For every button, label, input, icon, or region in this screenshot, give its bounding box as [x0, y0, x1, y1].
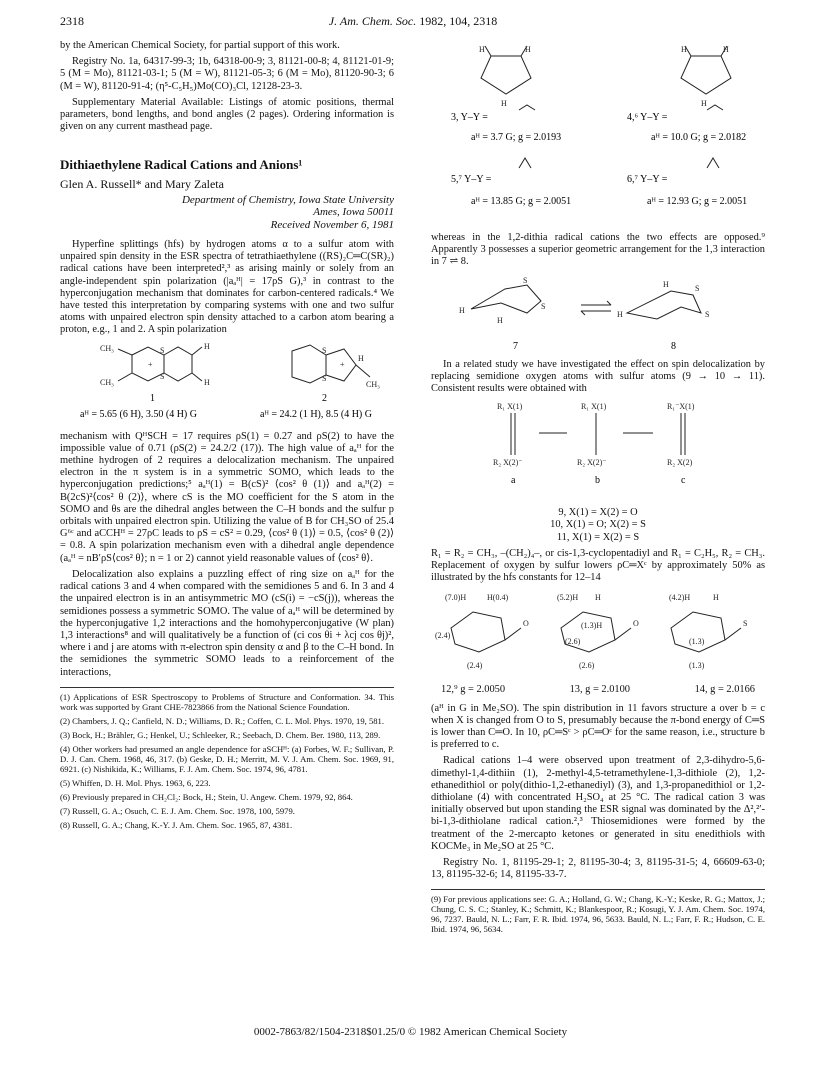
registry-numbers: Registry No. 1a, 64317-99-3; 1b, 64318-00-9; 3, 81121-00-8; 4, 81121-01-9; 5 (M = Mo), 81121-03-1; 5 (M = W), 81121-05-3; 6 (M = Mo), 81120-90-3; 6 (M = W), 81120-91-4; (η⁵-C₅H₅)Mo(CO)₃Cl, 12128-23-3. [60, 56, 394, 92]
figure-radicals-1-2 [60, 341, 394, 427]
svg-text:H(0.4): H(0.4) [487, 593, 509, 603]
svg-text:R₂ X(2)⁻: R₂ X(2)⁻ [577, 458, 607, 468]
svg-text:O: O [523, 619, 529, 629]
footnote-8: (8) Russell, G. A.; Chang, K.-Y. J. Am. Chem. Soc. 1965, 87, 4381. [60, 819, 293, 830]
page-footer: 0002-7863/82/1504-2318$01.25/0 © 1982 American Chemical Society [253, 1026, 568, 1038]
label-a: a [511, 475, 516, 487]
compound-3-label: 3, Y–Y = [451, 112, 488, 123]
svg-text:S: S [705, 309, 710, 319]
body-paragraph-2: mechanism with QᴴSCH = 17 requires ρS(1) = 0.27 and ρS(2) to have the impossible value of 0.71 (ρS(2) = 24.2/2 (17)). The high value of aₐᴴ for the methine hydrogen of 2 requires a delocalization mechanism. The unpaired electron in the π system is in a symmetric SOMO, which leads to the hyperconjugation predictions;⁵ aₐᴴ(1) = B(cS)² ⟨cos² θ (1)⟩ and aₐᴴ(2) = B(2cS)²⟨cos² θ (2)⟩, where cS is the MO coefficient for the S atom in the SOMO and θs are the dihedral angles between the C–H bonds and the sulfur p orbitals with unpaired electron spin. Utilizing the value of B for CH₃SO of 25.4 G⁶ᶜ and aCCHᴴ = 27ρC leads to ρS = cS² = 0.29, ⟨cos² θ (1)⟩ = 0.5, ⟨cos² θ (2)⟩ = 0.8. A spin polarization mechanism even with a dihedral angle dependence (aₐᴴ = nB′ρS⟨cos² θ⟩; n = 1 or 2) cannot yield reasonable values of ⟨cos² θ⟩. [60, 430, 394, 564]
registry-numbers-2: Registry No. 1, 81195-29-1; 2, 81195-30-4; 3, 81195-31-5; 4, 66609-63-0; 13, 81195-32-6; 14, 81195-33-7. [431, 857, 765, 881]
caption-1: aᴴ = 5.65 (6 H), 3.50 (4 H) G [80, 408, 197, 420]
series-11: 11, X(1) = X(2) = S [556, 531, 640, 543]
svg-text:CH₃: CH₃ [100, 343, 114, 353]
svg-text:H: H [204, 377, 210, 387]
right-paragraph-5: Radical cations 1–4 were observed upon treatment of 2,3-dihydro-5,6-dimethyl-1,4-dithiin (1), 2-methyl-4,5-tetramethylene-1,3-dithiole (2), 1,2-ethanedithiol or poly(dithio-1,2-ethanediyl) (3), and 1,3-propanedithiol or 1,2-dithiolane (4) with concentrated H₂SO₄ at 25 °C. The radical cation 3 was initially observed but upon standing the ESR signal was dominated by the Δ²,²′-bi-1,3-dithiolane radical cation.²,³ Thiosemidiones were formed by the treatment of the 2-mercapto ketones or generated in situ enedithiols with KOCMe₃ in Me₂SO at 25 °C. [431, 755, 765, 852]
svg-text:(4.2)H: (4.2)H [669, 593, 691, 603]
g-value-14: 14, g = 2.0166 [694, 684, 755, 696]
body-paragraph-3: Delocalization also explains a puzzling effect of ring size on aₐᴴ for the radical cations 3 and 4 when compared with the semidiones 5 and 6. In 3 and 4 the unpaired electron is in an antisymmetric MO (cS(i) = −cS(j)), whereas the semidiones possess a symmetric SOMO. The value of aₐᴴ will be determined by the hyperconjugative 1,2 interactions and the homohyperconjugative (W plan) 1,3 interactions⁸ and will qualitatively be a function of (ci cos θi + λcj cos θj)², where i and j are atoms with π-electron spin density α and β to the C–H bond. In the semidiones the symmetric SOMO leads to a reinforcement of the interactions, [60, 568, 394, 678]
figure-resonance-abc [431, 399, 765, 503]
footnote-9: (9) For previous applications see: G. A.; Holland, G. W.; Chang, K.-Y.; Keske, R. G.; Mattox, J.; Chung, C. S. C.; Stanley, K.; Schmitt, K.; Blankespoor, R.; Kosugi, Y. J. Am. Chem. Soc. 1974, 96, 7237. Bauld, N. L.; Farr, F. R. Ibid. 1974, 96, 5633. Bauld, N. L.; Farr, F. R.; Hudson, C. E. Ibid. 1974, 96, 5634. [431, 894, 765, 935]
compound-6-data: aᴴ = 12.93 G; g = 2.0051 [647, 196, 748, 207]
compound-4-label: 4,⁶ Y–Y = [627, 112, 668, 123]
structures-12-14 [431, 588, 765, 680]
left-column [60, 40, 394, 834]
structures-7-8 [431, 273, 765, 355]
svg-text:R₁⁻X(1): R₁⁻X(1) [667, 402, 695, 412]
footnote-rule-right [431, 889, 765, 890]
svg-text:H: H [459, 305, 465, 315]
svg-text:R₂ X(2): R₂ X(2) [667, 458, 693, 468]
svg-text:S: S [160, 345, 165, 355]
svg-text:R₁ X(1): R₁ X(1) [497, 402, 523, 412]
label-7: 7 [513, 340, 518, 352]
right-paragraph-3: R₁ = R₂ = CH₃, –(CH₂)₄–, or cis-1,3-cyclopentadiyl and R₁ = C₂H₅, R₂ = CH₃. Replacement of oxygen by sulfur lowers ρC═Xᶜ by approximately 50% as illustrated by the hfs constants for 12–14 [431, 547, 765, 584]
received-date: Received November 6, 1981 [270, 218, 394, 231]
svg-text:(2.4): (2.4) [467, 661, 483, 671]
svg-text:+: + [148, 359, 153, 369]
journal-title [60, 14, 766, 29]
svg-text:H: H [204, 341, 210, 351]
svg-text:(7.0)H: (7.0)H [445, 593, 467, 603]
compound-3-data: aᴴ = 3.7 G; g = 2.0193 [471, 132, 562, 143]
svg-text:H: H [501, 99, 507, 108]
ack-text: by the American Chemical Society, for partial support of this work. [60, 40, 340, 51]
svg-text:S: S [743, 619, 748, 629]
g-values-row [431, 684, 765, 696]
svg-text:CH₃: CH₃ [100, 377, 114, 387]
affiliation-line2: Ames, Iowa 50011 [313, 206, 394, 219]
svg-text:(1.3): (1.3) [689, 637, 705, 647]
g-value-12: 12,⁹ g = 2.0050 [441, 684, 506, 696]
svg-text:H: H [663, 279, 669, 289]
body-paragraph-1: Hyperfine splittings (hfs) by hydrogen atoms α to a sulfur atom with unpaired spin density in the ESR spectra of tetrathiaethylene ((RS)₂C═C(SR)₂) radical cations have been interpreted²,³ as arising mainly or solely from an angle-independent spin polarization (|aₐᴴ| = 17ρS G),³ in contrast to the hyperconjugation mechanism that dominates for carbon-centered radicals.⁴ We have tested this interpretation by comparing systems with one and two sulfur atoms with unpaired electron spin density attached to a carbon atom bearing a proton, e.g., 1 and 2. A spin polarization [60, 239, 394, 336]
svg-text:S: S [322, 373, 327, 383]
label-2: 2 [322, 392, 327, 404]
svg-text:H: H [479, 45, 485, 54]
svg-text:H: H [681, 45, 687, 54]
figure-7-8 [431, 273, 765, 355]
svg-text:H: H [525, 45, 531, 54]
svg-text:H: H [595, 593, 601, 603]
figure-radicals-3-6 [431, 44, 765, 228]
structures-1-2 [60, 341, 394, 427]
svg-text:S: S [322, 345, 327, 355]
compound-5-data: aᴴ = 13.85 G; g = 2.0051 [471, 196, 572, 207]
svg-text:(1.3): (1.3) [689, 661, 705, 671]
svg-text:H: H [723, 45, 729, 54]
structures-3-6 [431, 44, 765, 228]
svg-text:S: S [695, 283, 700, 293]
compound-4-data: aᴴ = 10.0 G; g = 2.0182 [651, 132, 747, 143]
footnotes-right [431, 894, 765, 934]
svg-text:(1.3)H: (1.3)H [581, 621, 603, 631]
page-number: 2318 [60, 14, 84, 28]
svg-text:S: S [541, 301, 546, 311]
svg-text:H: H [713, 593, 719, 603]
footnote-rule [60, 687, 394, 688]
footnote-2: (2) Chambers, J. Q.; Canfield, N. D.; Williams, D. R.; Coffen, C. L. Mol. Phys. 1970, 19, 581. [60, 715, 384, 726]
svg-text:H: H [617, 309, 623, 319]
right-paragraph-2: In a related study we have investigated the effect on spin delocalization by replacing semidione oxygen atoms with sulfur atoms (9 → 10 → 11). Consistent results were obtained with [431, 358, 765, 395]
figure-12-14 [431, 588, 765, 680]
right-paragraph-1: whereas in the 1,2-dithia radical cations the two effects are opposed.⁹ Apparently 3 possesses a superior geometric arrangement for the 1,3 interaction in 7 ⇌ 8. [431, 232, 765, 268]
running-header [60, 14, 766, 36]
journal-name: J. Am. Chem. Soc. [328, 14, 417, 28]
svg-text:S: S [160, 371, 165, 381]
svg-text:R₁ X(1): R₁ X(1) [581, 402, 607, 412]
svg-text:+: + [340, 359, 345, 369]
footnote-1: (1) Applications of ESR Spectroscopy to Problems of Structure and Conformation. 34. This work was supported by Grant CHE-7823866 from the National Science Foundation. [60, 691, 394, 712]
authors: Glen A. Russell* and Mary Zaleta [60, 176, 224, 191]
svg-text:(5.2)H: (5.2)H [557, 593, 579, 603]
svg-text:CH₃: CH₃ [366, 379, 380, 389]
caption-2: aᴴ = 24.2 (1 H), 8.5 (4 H) G [260, 408, 372, 420]
compound-6-label: 6,⁷ Y–Y = [627, 174, 668, 185]
right-column [431, 40, 765, 938]
footnote-7: (7) Russell, G. A.; Osuch, C. E. J. Am. Chem. Soc. 1978, 100, 5979. [60, 805, 295, 816]
right-paragraph-4: (aᴴ in G in Me₂SO). The spin distribution in 11 favors structure a over b = c when X is changed from O to S, presumably because the π-bond energy of C═S is lower than C═O. In 10, ρC═Sᶜ > ρC═Oᶜ for the same reason, i.e., structure b is preferred to c. [431, 702, 765, 751]
footnotes-left [60, 692, 394, 830]
affiliation-line1: Department of Chemistry, Iowa State University [181, 193, 394, 206]
svg-text:O: O [633, 619, 639, 629]
svg-text:(2.6): (2.6) [565, 637, 581, 647]
series-9: 9, X(1) = X(2) = O [558, 507, 638, 519]
label-1: 1 [150, 392, 155, 404]
svg-text:H: H [701, 99, 707, 108]
svg-text:(2.6): (2.6) [579, 661, 595, 671]
label-8: 8 [671, 340, 676, 352]
svg-text:H: H [358, 353, 364, 363]
footnote-3: (3) Bock, H.; Brähler, G.; Henkel, U.; Schleeker, R.; Seebach, D. Chem. Ber. 1980, 113, 289. [60, 729, 381, 740]
footnote-6: (6) Previously prepared in CH₂Cl₂: Bock, H.; Stein, U. Angew. Chem. 1979, 92, 864. [60, 791, 353, 802]
footnote-5: (5) Whiffen, D. H. Mol. Phys. 1963, 6, 223. [60, 777, 211, 788]
supplementary-material: Supplementary Material Available: Listings of atomic positions, thermal parameters, bond lengths, and bond angles (2 pages). Ordering information is given on any current masthead page. [60, 96, 394, 133]
series-10: 10, X(1) = O; X(2) = S [550, 519, 646, 531]
svg-text:R₂ X(2)⁻: R₂ X(2)⁻ [493, 458, 523, 468]
svg-text:(2.4): (2.4) [435, 631, 451, 641]
footnote-4: (4) Other workers had presumed an angle dependence for aSCHᴴ: (a) Forbes, W. F.; Sullivan, P. D. J. Can. Chem. 1968, 46, 317. (b) Geske, D. H.; Merritt, M. V. J. Am. Chem. Soc. 1969, 91, 6921. (c) Nishikida, K.; Williams, F. J. Am. Chem. Soc. 1974, 96, 4781. [60, 743, 394, 774]
g-value-13: 13, g = 2.0100 [569, 684, 631, 696]
label-b: b [595, 475, 600, 487]
journal-volume: 1982, 104, 2318 [419, 14, 498, 28]
label-c: c [681, 475, 686, 487]
svg-text:H: H [497, 315, 503, 325]
svg-text:S: S [523, 275, 528, 285]
compound-5-label: 5,⁷ Y–Y = [451, 174, 492, 185]
article-title: Dithiaethylene Radical Cations and Anions¹ [60, 157, 303, 173]
structures-a-b-c [431, 399, 765, 503]
